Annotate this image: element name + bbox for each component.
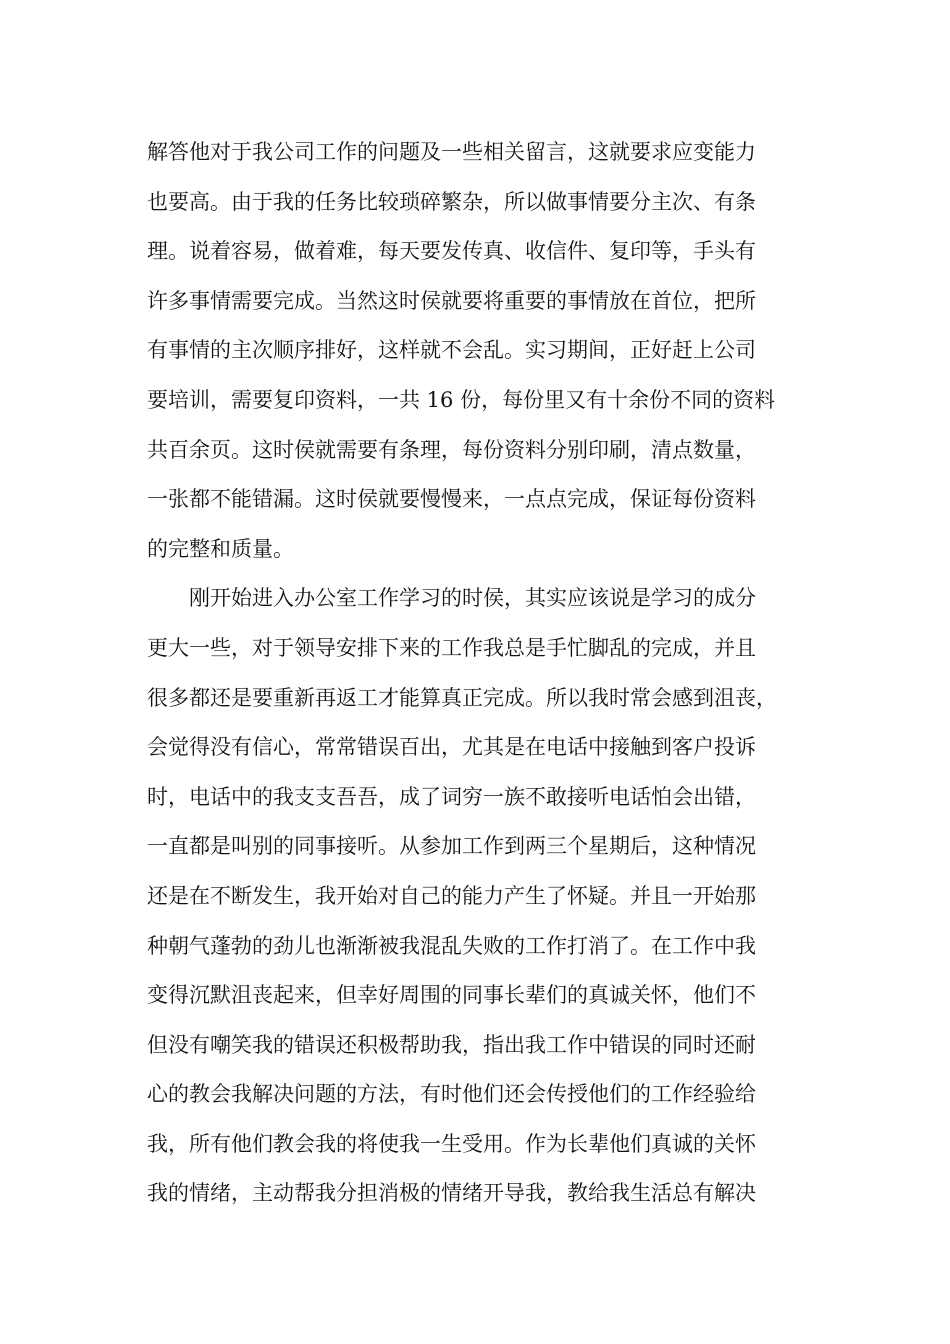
text-line: 也要高。由于我的任务比较琐碎繁杂，所以做事情要分主次、有条 (147, 189, 756, 214)
text-line: 种朝气蓬勃的劲儿也渐渐被我混乱失败的工作打消了。在工作中我 (147, 933, 756, 958)
text-line: 有事情的主次顺序排好，这样就不会乱。实习期间，正好赶上公司 (147, 338, 756, 363)
text-line: 更大一些，对于领导安排下来的工作我总是手忙脚乱的完成，并且 (147, 635, 756, 660)
text-line: 我，所有他们教会我的将使我一生受用。作为长辈他们真诚的关怀 (147, 1131, 756, 1156)
text-line: 会觉得没有信心，常常错误百出，尤其是在电话中接触到客户投诉 (147, 735, 756, 760)
text-line: 许多事情需要完成。当然这时侯就要将重要的事情放在首位，把所 (147, 288, 756, 313)
text-line: 一直都是叫别的同事接听。从参加工作到两三个星期后，这种情况 (147, 834, 756, 859)
text-line: 时，电话中的我支支吾吾，成了词穷一族不敢接听电话怕会出错， (147, 784, 756, 809)
text-line: 解答他对于我公司工作的问题及一些相关留言，这就要求应变能力 (147, 140, 756, 164)
text-line: 共百余页。这时侯就需要有条理，每份资料分别印刷，清点数量， (147, 437, 756, 462)
body-text (147, 128, 827, 1219)
text-line: 的完整和质量。 (147, 536, 294, 561)
text-line: 还是在不断发生，我开始对自己的能力产生了怀疑。并且一开始那 (147, 883, 756, 908)
text-line: 但没有嘲笑我的错误还积极帮助我，指出我工作中错误的同时还耐 (147, 1032, 756, 1057)
text-line: 很多都还是要重新再返工才能算真正完成。所以我时常会感到沮丧， (147, 685, 777, 710)
paragraph-first-line: 刚开始进入办公室工作学习的时侯，其实应该说是学习的成分 (189, 586, 756, 611)
text-line: 要培训，需要复印资料，一共 16 份，每份里又有十余份不同的资料 (147, 387, 776, 412)
text-line: 一张都不能错漏。这时侯就要慢慢来，一点点完成，保证每份资料 (147, 487, 756, 512)
text-line: 我的情绪，主动帮我分担消极的情绪开导我，教给我生活总有解决 (147, 1181, 756, 1206)
text-line: 心的教会我解决问题的方法，有时他们还会传授他们的工作经验给 (147, 1082, 756, 1107)
text-line: 理。说着容易，做着难，每天要发传真、收信件、复印等，手头有 (147, 239, 756, 264)
text-line: 变得沉默沮丧起来，但幸好周围的同事长辈们的真诚关怀，他们不 (147, 983, 756, 1008)
